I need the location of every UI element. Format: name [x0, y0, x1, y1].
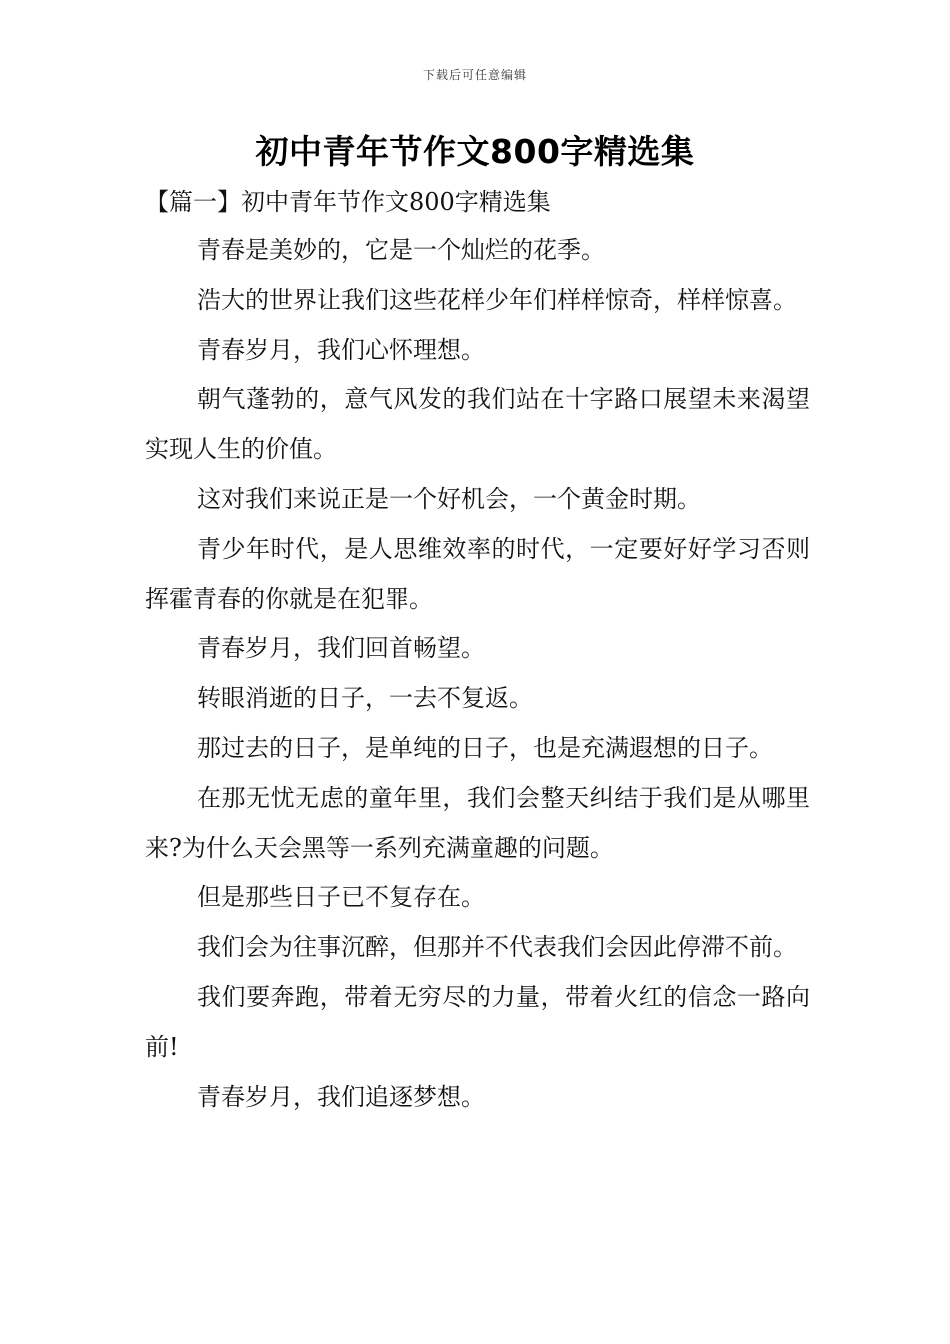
document-body	[145, 178, 810, 1122]
paragraph: 这对我们来说正是一个好机会，一个黄金时期。	[197, 484, 701, 513]
paragraph: 朝气蓬勃的，意气风发的我们站在十字路口展望未来渴望实现人生的价值。	[145, 385, 810, 464]
document-title: 初中青年节作文800字精选集	[255, 132, 695, 171]
header-note: 下载后可任意编辑	[422, 68, 527, 82]
paragraph: 浩大的世界让我们这些花样少年们样样惊奇，样样惊喜。	[197, 285, 797, 314]
paragraph: 但是那些日子已不复存在。	[197, 883, 485, 912]
paragraph: 青少年时代，是人思维效率的时代，一定要好好学习否则挥霍青春的你就是在犯罪。	[145, 534, 810, 613]
paragraph: 青春是美妙的，它是一个灿烂的花季。	[197, 236, 605, 264]
paragraph: 青春岁月，我们回首畅望。	[197, 634, 485, 663]
section-heading: 【篇一】初中青年节作文800字精选集	[145, 188, 551, 216]
paragraph: 在那无忧无虑的童年里，我们会整天纠结于我们是从哪里来?为什么天会黑等一系列充满童趣的问题。	[145, 783, 810, 862]
paragraph: 我们会为往事沉醉，但那并不代表我们会因此停滞不前。	[197, 933, 797, 962]
paragraph: 青春岁月，我们心怀理想。	[197, 335, 485, 364]
paragraph: 转眼消逝的日子，一去不复返。	[197, 684, 533, 713]
paragraph: 我们要奔跑，带着无穷尽的力量，带着火红的信念一路向前!	[145, 982, 810, 1061]
paragraph: 那过去的日子，是单纯的日子，也是充满遐想的日子。	[197, 733, 773, 762]
paragraph: 青春岁月，我们追逐梦想。	[197, 1082, 485, 1111]
